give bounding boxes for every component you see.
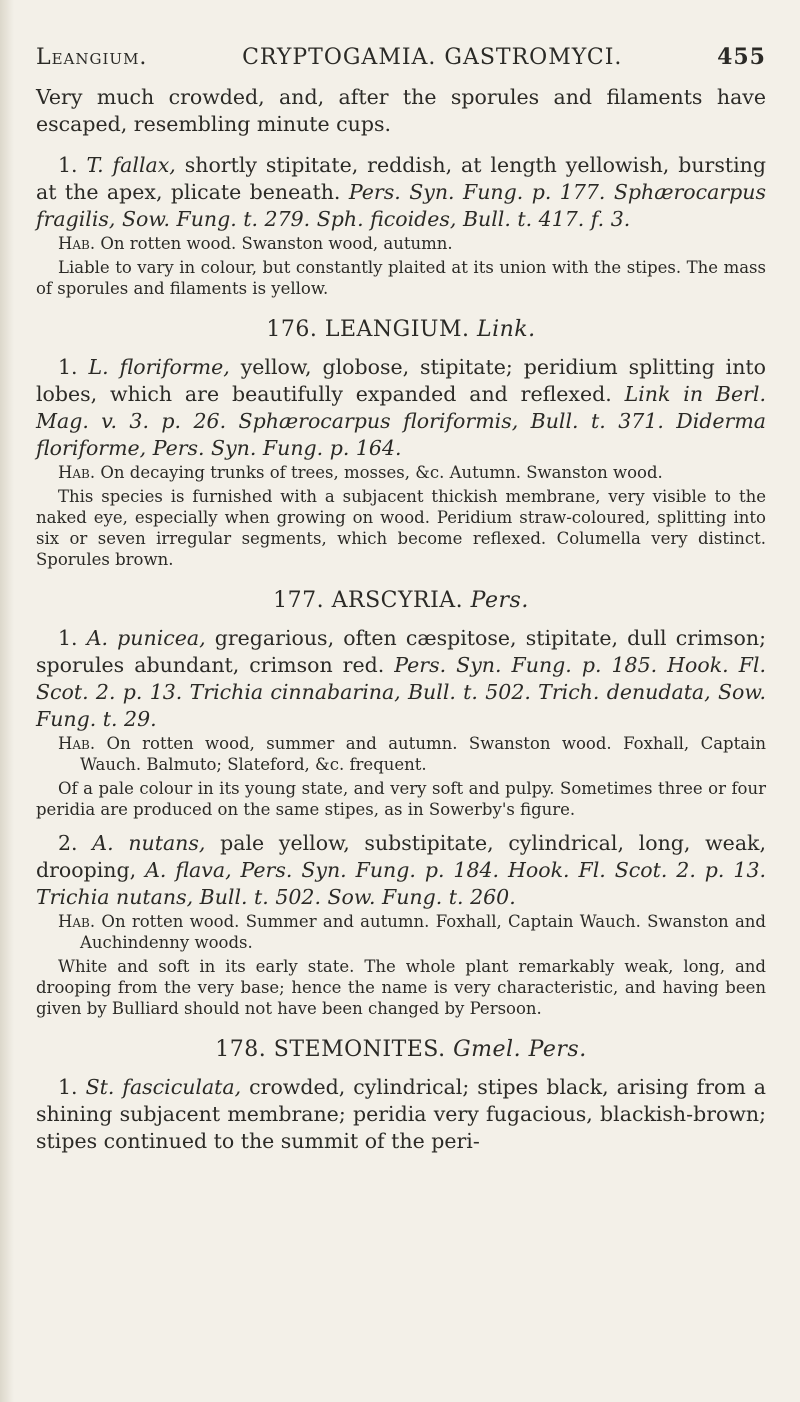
species-description [36,625,766,733]
species-characters: pale yellow, substipitate, cylindrical, long, weak, drooping, [36,831,766,882]
species-name: L. floriforme, [88,355,230,379]
genus-author: Gmel. Pers. [453,1037,587,1062]
species-characters: gregarious, often cæspitose, stipitate, dull crimson; sporules abundant, crimson red. [36,626,766,677]
habitat-label: Hab. [58,734,96,753]
habitat-text: On rotten wood. Swanston wood, autumn. [95,234,453,253]
genus-heading-arscyria [36,588,766,613]
species-leangium-floriforme [36,354,766,570]
species-references: Pers. Syn. Fung. p. 177. Sphærocarpus fragilis, Sow. Fung. t. 279. Sph. ficoides, Bull. t. 417. f. 3. [36,180,767,231]
species-name: T. fallax, [86,153,176,177]
species-description [36,354,766,462]
genus-heading-stemonites [36,1037,766,1062]
genus-title: 176. LEANGIUM. [266,317,470,342]
species-number: 1. [58,626,78,650]
genus-title: 178. STEMONITES. [215,1037,446,1062]
species-arscyria-nutans [36,830,766,1019]
species-number: 1. [58,1075,78,1099]
species-note: This species is furnished with a subjacent thickish membrane, very visible to the naked eye, especially when growing on wood. Peridium straw-coloured, splitting into six or seven irregular segments, which become reflexed. Columella very distinct. Sporules brown. [36,487,766,569]
genus-author: Pers. [470,588,529,613]
habitat [58,233,766,254]
species-name: A. punicea, [86,626,206,650]
species-description [36,830,766,911]
species-note: Liable to vary in colour, but constantly plaited at its union with the stipes. The mass of sporules and filaments is yellow. [36,258,766,298]
species-name: St. fasciculata, [85,1075,242,1099]
species-characters: shortly stipitate, reddish, at length yellowish, bursting at the apex, plicate beneath. [36,153,766,204]
species-number: 1. [58,153,78,177]
species-stemonites-fasciculata [36,1074,766,1155]
habitat [58,462,766,483]
habitat-label: Hab. [58,234,96,253]
species-number: 1. [58,355,78,379]
species-characters: crowded, cylindrical; stipes black, arising from a shining subjacent membrane; peridia very fugacious, blackish-brown; stipes continued to the summit of the peri- [36,1075,766,1153]
species-references: A. flava, Pers. Syn. Fung. p. 184. Hook. Fl. Scot. 2. p. 13. Trichia nutans, Bull. t. 502. Sow. Fung. t. 260. [36,858,767,909]
running-head-title: CRYPTOGAMIA. GASTROMYCI. [242,45,623,70]
genus-title: 177. ARSCYRIA. [273,588,464,613]
species-note: Of a pale colour in its young state, and very soft and pulpy. Sometimes three or four peridia are produced on the same stipes, as in Sowerby's figure. [36,779,766,819]
habitat-text: On rotten wood. Summer and autumn. Foxhall, Captain Wauch. Swanston and Auchindenny woods. [80,912,766,952]
page-number: 455 [717,44,766,70]
species-description [36,152,766,233]
species-references: Pers. Syn. Fung. p. 185. Hook. Fl. Scot. 2. p. 13. Trichia cinnabarina, Bull. t. 502. Trich. denudata, Sow. Fung. t. 29. [36,653,766,731]
genus-heading-leangium [36,317,766,342]
book-page [36,44,766,1155]
species-characters: yellow, globose, stipitate; peridium splitting into lobes, which are beautifully expanded and reflexed. [36,355,766,406]
species-name: A. nutans, [92,831,206,855]
intro-paragraph: Very much crowded, and, after the sporules and filaments have escaped, resembling minute cups. [36,85,766,136]
habitat-label: Hab. [58,912,96,931]
running-head [36,44,766,70]
species-arscyria-punicea [36,625,766,820]
genus-author: Link. [476,317,536,342]
binding-edge [0,0,14,1402]
species-description [36,1074,766,1155]
species-trichia-fallax [36,152,766,299]
habitat [58,733,766,775]
habitat-label: Hab. [58,463,96,482]
habitat [58,911,766,953]
species-note: White and soft in its early state. The whole plant remarkably weak, long, and drooping from the very base; hence the name is very characteristic, and having been given by Bulliard should not have been changed by Persoon. [36,957,766,1018]
species-references: Link in Berl. Mag. v. 3. p. 26. Sphærocarpus floriformis, Bull. t. 371. Diderma floriforme, Pers. Syn. Fung. p. 164. [36,382,766,460]
habitat-text: On rotten wood, summer and autumn. Swanston wood. Foxhall, Captain Wauch. Balmuto; Slateford, &c. frequent. [80,734,766,774]
running-head-genus: Leangium. [36,45,148,70]
species-number: 2. [58,831,78,855]
habitat-text: On decaying trunks of trees, mosses, &c. Autumn. Swanston wood. [95,463,663,482]
